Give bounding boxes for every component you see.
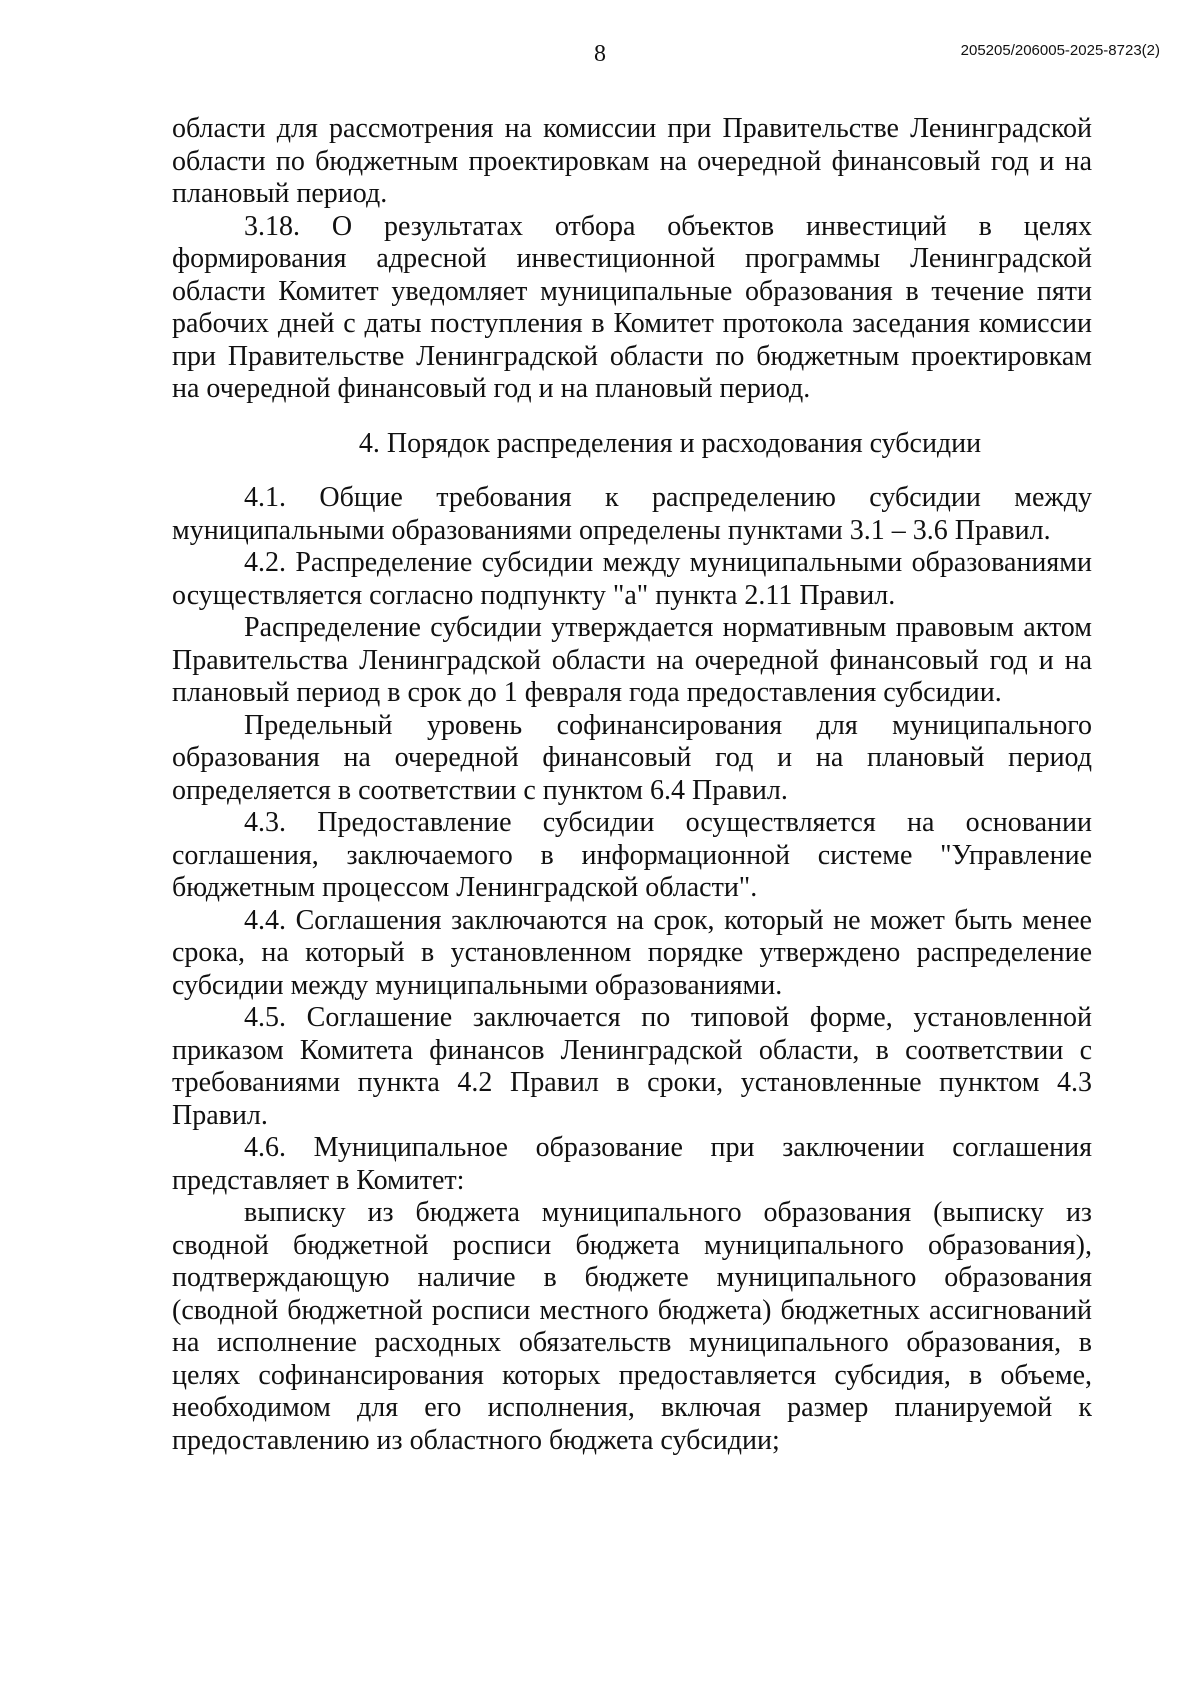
paragraph-3-18: 3.18. О результатах отбора объектов инвестиций в целях формирования адресной инвестиционной программы Ленинградской области Комитет уведомляет муниципальные образования в течение пяти рабочих дней с даты поступления в Комитет протокола заседания комиссии при Правительстве Ленинградской области по бюджетным проектировкам на очередной финансовый год и на плановый период. — [172, 210, 1092, 404]
section-heading: 4. Порядок распределения и расходования субсидии — [358, 427, 982, 459]
paragraph-continuation: области для рассмотрения на комиссии при Правительстве Ленинградской области по бюджетным проектировкам на очередной финансовый год и на плановый период. — [172, 113, 1092, 209]
paragraph-4-2: 4.2. Распределение субсидии между муниципальными образованиями осуществляется согласно подпункту "а" пункта 2.11 Правил. — [172, 547, 1092, 611]
page-number: 8 — [594, 41, 606, 67]
paragraph-4-2-cofinancing: Предельный уровень софинансирования для муниципального образования на очередной финансовый год и на плановый период определяется в соответствии с пунктом 6.4 Правил. — [172, 709, 1092, 806]
document-body — [172, 113, 1092, 1457]
paragraph-4-1: 4.1. Общие требования к распределению субсидии между муниципальными образованиями определены пунктами 3.1 – 3.6 Правил. — [172, 482, 1092, 546]
paragraph-4-2-distribution: Распределение субсидии утверждается нормативным правовым актом Правительства Ленинградской области на очередной финансовый год и на плановый период в срок до 1 февраля года предоставления субсидии. — [172, 612, 1092, 708]
paragraph-4-6: 4.6. Муниципальное образование при заключении соглашения представляет в Комитет: — [172, 1132, 1092, 1196]
document-id: 205205/206005-2025-8723(2) — [960, 42, 1160, 59]
paragraph-4-4: 4.4. Соглашения заключаются на срок, который не может быть менее срока, на который в установленном порядке утверждено распределение субсидии между муниципальными образованиями. — [172, 904, 1092, 1001]
paragraph-4-5: 4.5. Соглашение заключается по типовой форме, установленной приказом Комитета финансов Ленинградской области, в соответствии с требованиями пункта 4.2 Правил в сроки, установленные пунктом 4.3 Правил. — [172, 1002, 1092, 1131]
paragraph-4-6-budget-extract: выписку из бюджета муниципального образования (выписку из сводной бюджетной росписи бюджета муниципального образования), подтверждающую наличие в бюджете муниципального образования (сводной бюджетной росписи местного бюджета) бюджетных ассигнований на исполнение расходных обязательств муниципального образования, в целях софинансирования которых предоставляется субсидия, в объеме, необходимом для его исполнения, включая размер планируемой к предоставлению из областного бюджета субсидии; — [172, 1197, 1092, 1456]
paragraph-4-3: 4.3. Предоставление субсидии осуществляется на основании соглашения, заключаемого в информационной системе "Управление бюджетным процессом Ленинградской области". — [172, 807, 1092, 903]
